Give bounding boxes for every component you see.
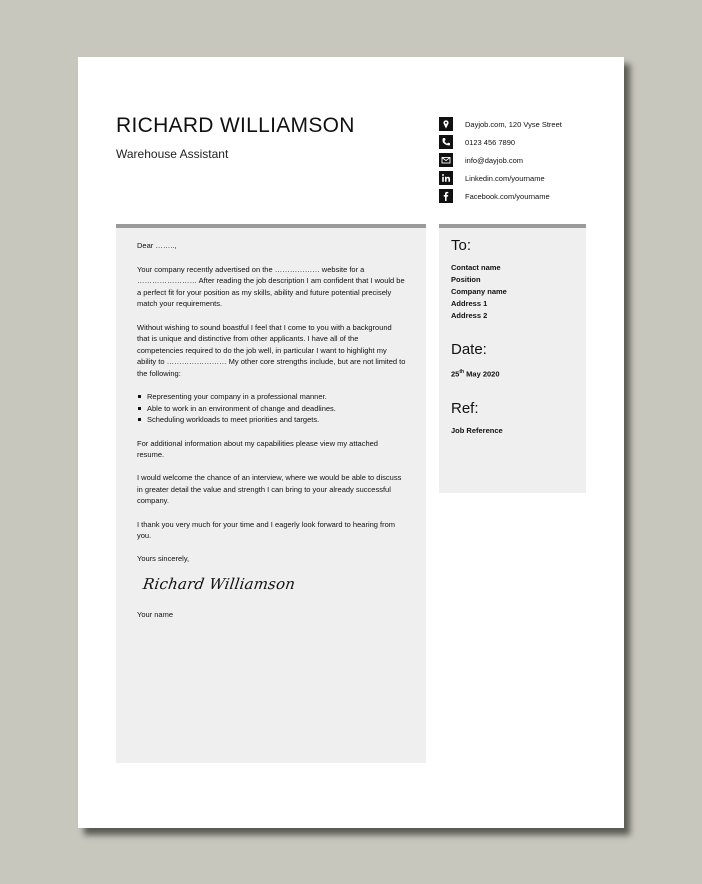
letter-greeting: Dear …….., xyxy=(137,241,177,250)
letter-signoff: Your name xyxy=(137,609,173,619)
date-day: 25 xyxy=(451,369,460,379)
ref-block xyxy=(451,399,574,437)
to-address-2: Address 2 xyxy=(451,311,488,320)
contact-facebook-text: Facebook.com/yourname xyxy=(465,191,550,201)
contact-linkedin-text: Linkedin.com/yourname xyxy=(465,173,545,183)
date-heading: Date: xyxy=(451,341,487,358)
contact-linkedin xyxy=(439,169,562,187)
location-icon xyxy=(439,117,453,131)
email-icon xyxy=(439,153,453,167)
contact-phone-text: 0123 456 7890 xyxy=(465,137,516,147)
letter-paragraph-2: Without wishing to sound boastful I feel that I come to you with a background that is unique and distinctive from other applicants. I have all of the competencies required to do the job well, in particular I want to highlight my ability to …………………… My other core strengths include, but are not limited to the following: xyxy=(137,322,406,378)
contact-facebook xyxy=(439,187,562,205)
to-position: Position xyxy=(451,275,481,284)
contact-list xyxy=(439,115,562,205)
date-block xyxy=(451,340,574,381)
date-suffix: th xyxy=(459,369,465,375)
facebook-icon xyxy=(439,189,453,203)
list-item: Able to work in an environment of change and deadlines. xyxy=(147,403,406,415)
to-lines xyxy=(451,262,574,322)
contact-phone xyxy=(439,133,562,151)
letter-paragraph-1: Your company recently advertised on the ……………… website for a …………………… After reading the job description I am confident that I would be a perfect fit for your position as my skills, ability and future potential precisely match your requirements. xyxy=(137,264,405,309)
recipient-panel xyxy=(439,224,586,493)
contact-address-text: Dayjob.com, 120 Vyse Street xyxy=(465,119,562,129)
letter-closing: Yours sincerely, xyxy=(137,554,190,564)
letter-paragraph-5: I thank you very much for your time and I eagerly look forward to hearing from you. xyxy=(137,519,396,541)
list-item: Scheduling workloads to meet priorities and targets. xyxy=(147,414,406,426)
letter-paragraph-3: For additional information about my capabilities please view my attached resume. xyxy=(137,438,378,460)
to-address-1: Address 1 xyxy=(451,299,488,308)
phone-icon xyxy=(439,135,453,149)
to-heading: To: xyxy=(451,237,472,254)
list-item: Representing your company in a professional manner. xyxy=(147,391,406,403)
date-month-year: May 2020 xyxy=(464,369,500,379)
contact-address xyxy=(439,115,562,133)
contact-email-text: info@dayjob.com xyxy=(465,155,524,165)
letter-paragraph-4: I would welcome the chance of an interview, where we would be able to discuss in greater detail the value and strength I can bring to your already successful company. xyxy=(137,473,402,506)
document-page xyxy=(78,57,624,828)
letter-body xyxy=(116,224,426,763)
contact-email xyxy=(439,151,562,169)
ref-heading: Ref: xyxy=(451,399,479,417)
to-block xyxy=(451,236,574,322)
to-company-name: Company name xyxy=(451,287,507,296)
date-value xyxy=(451,366,574,381)
applicant-name: RICHARD WILLIAMSON xyxy=(116,114,355,137)
signature: Richard Williamson xyxy=(141,575,297,594)
linkedin-icon xyxy=(439,171,453,185)
ref-value: Job Reference xyxy=(451,425,503,435)
job-title: Warehouse Assistant xyxy=(116,147,229,161)
to-contact-name: Contact name xyxy=(451,263,501,272)
strengths-list xyxy=(137,391,406,426)
